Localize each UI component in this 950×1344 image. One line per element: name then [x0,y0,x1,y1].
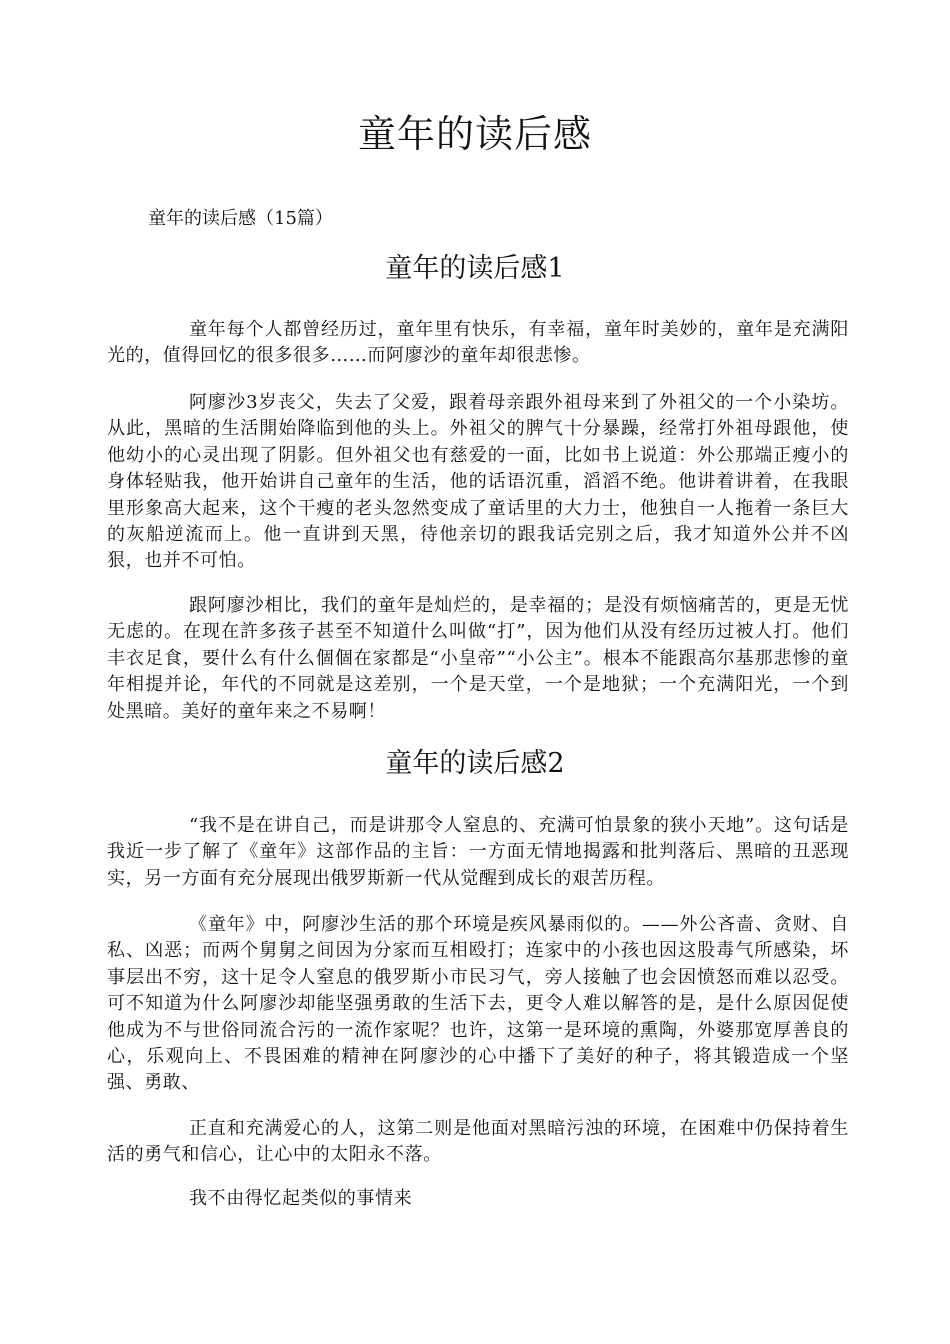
paragraph: “我不是在讲自己，而是讲那令人窒息的、充满可怕景象的狭小天地”。这句话是我近一步了解了《童年》这部作品的主旨：一方面无情地揭露和批判落后、黑暗的丑恶现实，另一方面有充分展现出俄罗斯新一代从觉醒到成长的艰苦历程。 [107,815,849,889]
paragraph: 《童年》中，阿廖沙生活的那个环境是疾风暴雨似的。——外公吝啬、贪财、自私、凶恶；而两个舅舅之间因为分家而互相殴打；连家中的小孩也因这股毒气所感染，坏事层出不穷，这十足令人窒息的俄罗斯小市民习气，旁人接触了也会因愤怒而难以忍受。可不知道为什么阿廖沙却能坚强勇敢的生活下去，更令人难以解答的是，是什么原因促使他成为不与世俗同流合污的一流作家呢？也许，这第一是环境的熏陶，外婆那宽厚善良的心，乐观向上、不畏困难的精神在阿廖沙的心中播下了美好的种子，将其锻造成一个坚强、勇敢、 [107,914,849,1094]
paragraph: 跟阿廖沙相比，我们的童年是灿烂的，是幸福的；是没有烦恼痛苦的，更是无忧无虑的。在现在許多孩子甚至不知道什么叫做“打”，因为他们从没有经历过被人打。他们丰衣足食，要什么有什么個個在家都是“小皇帝”“小公主”。根本不能跟高尔基那悲惨的童年相提并论，年代的不同就是这差别，一个是天堂，一个是地狱；一个充满阳光，一个到处黑暗。美好的童年来之不易啊！ [107,595,849,722]
section-heading-2: 童年的读后感2 [385,748,565,779]
document-subtitle: 童年的读后感（15篇） [148,208,333,229]
paragraph: 童年每个人都曾经历过，童年里有快乐，有幸福，童年时美妙的，童年是充满阳光的，值得回忆的很多很多……而阿廖沙的童年却很悲惨。 [107,319,849,367]
paragraph: 我不由得忆起类似的事情来 [189,1188,413,1209]
paragraph: 阿廖沙3岁丧父，失去了父爱，跟着母亲跟外祖母来到了外祖父的一个小染坊。从此，黑暗的生活開始降临到他的头上。外祖父的脾气十分暴躁，经常打外祖母跟他，使他幼小的心灵出现了阴影。但外祖父也有慈爱的一面，比如书上说道：外公那端正瘦小的身体轻贴我，他开始讲自己童年的生活，他的话语沉重，滔滔不绝。他讲着讲着，在我眼里形象高大起来，这个干瘦的老头忽然变成了童话里的大力士，他独自一人拖着一条巨大的灰船逆流而上。他一直讲到天黑，待他亲切的跟我话完别之后，我才知道外公并不凶狠，也并不可怕。 [107,392,849,572]
section-heading-1: 童年的读后感1 [385,253,565,284]
paragraph: 正直和充满爱心的人，这第二则是他面对黑暗污浊的环境，在困难中仍保持着生活的勇气和信心，让心中的太阳永不落。 [107,1118,849,1166]
document-title: 童年的读后感 [357,112,592,156]
